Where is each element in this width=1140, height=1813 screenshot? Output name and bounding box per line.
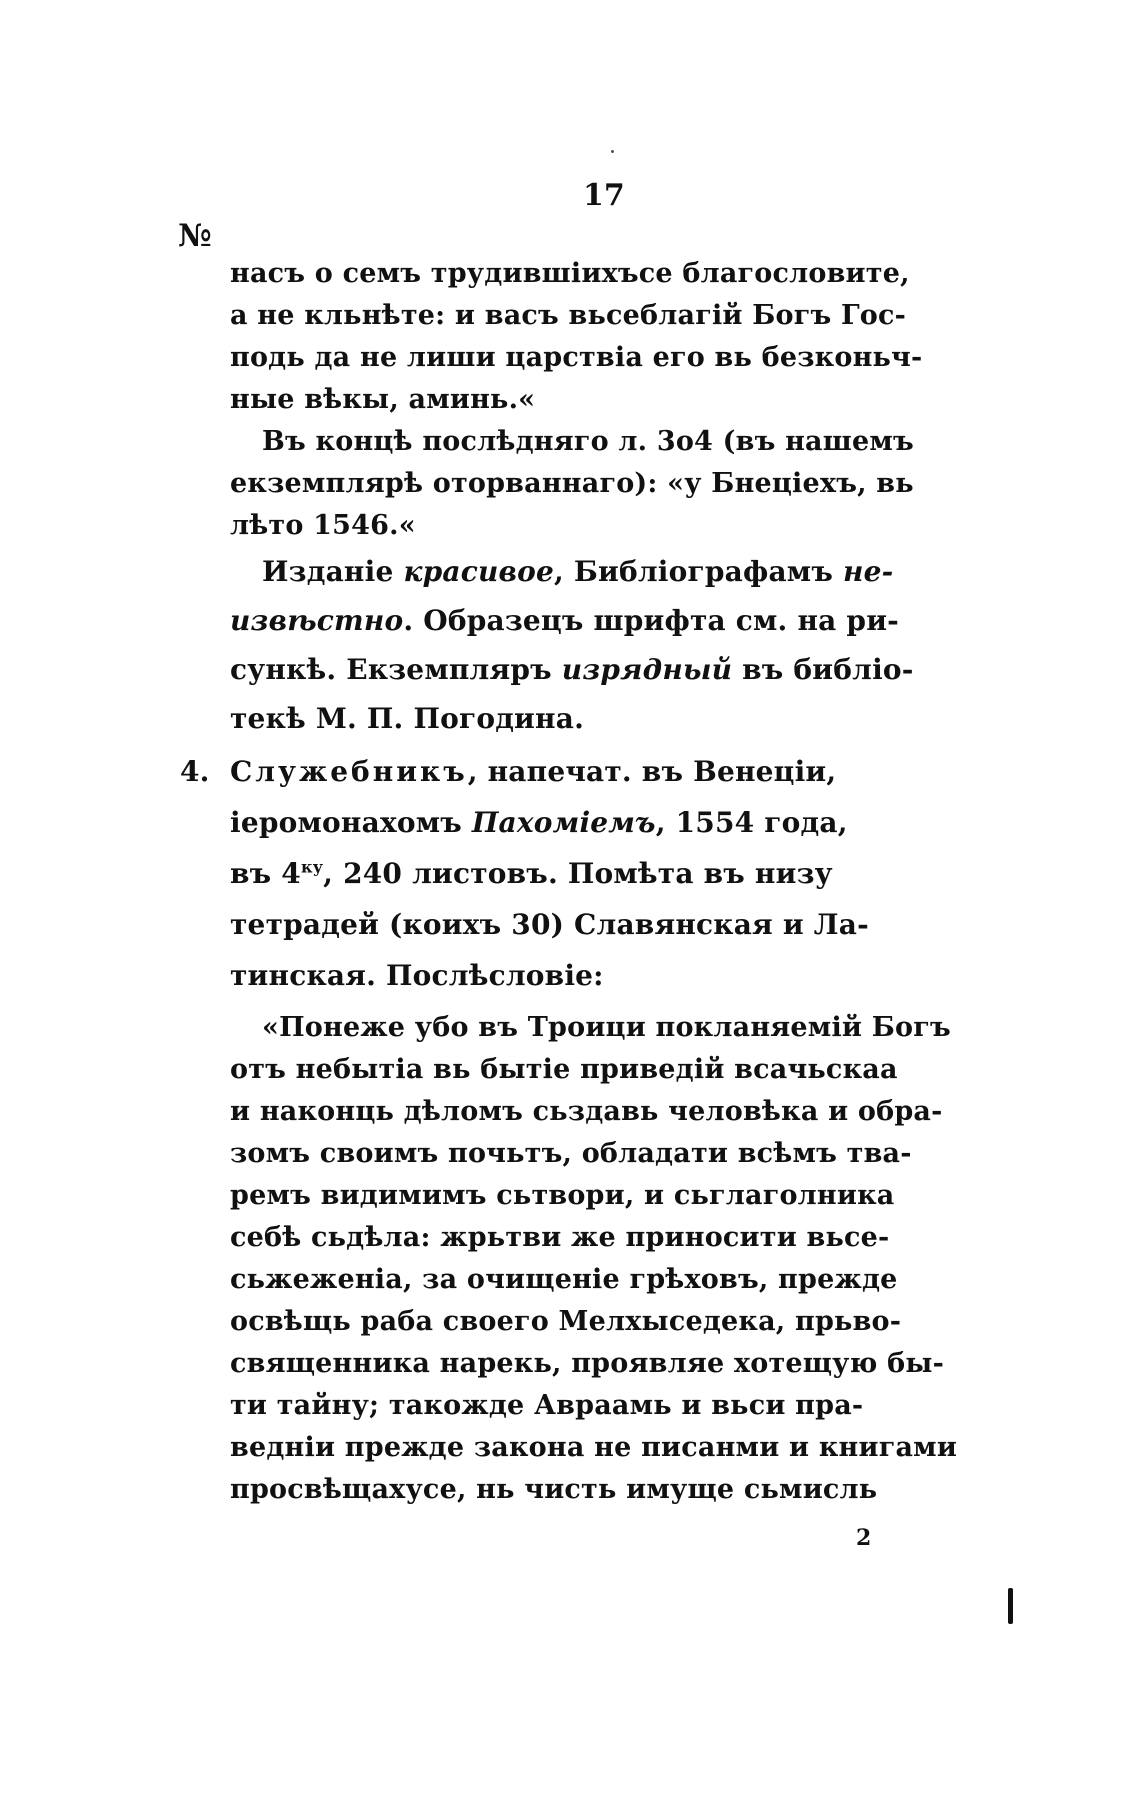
text-run: . Образецъ шрифта см. на ри- — [403, 604, 900, 637]
quote-line: и наконць дѣломъ сьздавь человѣка и обра- — [230, 1096, 943, 1127]
text-line: а не кльнѣте: и васъ вьсеблагiй Богъ Гос- — [230, 300, 907, 331]
text-line: Въ концѣ послѣдняго л. 3о4 (въ нашемъ — [262, 426, 914, 457]
description-line — [230, 653, 914, 686]
entry-line: тинская. Послѣсловiе: — [230, 959, 604, 992]
quote-line: себѣ сьдѣла: жрьтви же приносити вьсе- — [230, 1222, 890, 1253]
text-run: въ библiо- — [732, 653, 914, 686]
text-line: подь да не лиши царствiа его вь безконьч- — [230, 342, 923, 373]
entry-title-line — [230, 755, 836, 788]
entry-line: тетрадей (коихъ 30) Славянская и Ла- — [230, 908, 869, 941]
quote-line: сьжеженiа, за очищенiе грѣховъ, прежде — [230, 1264, 898, 1295]
margin-mark — [1008, 1588, 1013, 1624]
text-line: ные вѣкы, аминь.« — [230, 384, 536, 415]
quote-line: «Понеже убо въ Троици покланяемiй Богъ — [262, 1012, 951, 1043]
entry-title: Служебникъ — [230, 755, 468, 788]
quote-line: ремъ видимимъ сьтвори, и сьглаголника — [230, 1180, 895, 1211]
number-sign: № — [178, 218, 212, 254]
text-line: насъ о семъ трудившiихъсе благословите, — [230, 258, 910, 289]
quote-line: ти тайну; такожде Авраамь и вьси пра- — [230, 1390, 864, 1421]
description-line — [262, 555, 893, 588]
text-run: въ 4 — [230, 857, 301, 890]
description-line: текѣ М. П. Погодина. — [230, 702, 585, 735]
text-run: Изданiе — [262, 555, 404, 588]
page-number: 17 — [583, 178, 625, 213]
quote-line: священника нарекь, проявляе хотещую бы- — [230, 1348, 945, 1379]
description-line — [230, 604, 899, 637]
quote-line: зомъ своимъ почьтъ, обладати всѣмъ тва- — [230, 1138, 912, 1169]
quote-line: освѣщь раба своего Мелхыседека, прьво- — [230, 1306, 902, 1337]
italic-run: изрядный — [561, 653, 733, 686]
text-line: лѣто 1546.« — [230, 510, 416, 541]
italic-run: красивое — [403, 555, 554, 588]
text-run: , 1554 года, — [655, 806, 848, 839]
quote-line: просвѣщахусе, нь чисть имуще сьмисль — [230, 1474, 878, 1505]
superscript: ку — [300, 857, 324, 877]
quote-line: веднiи прежде закона не писанми и книгами — [230, 1432, 958, 1463]
italic-run: Пахомiемъ — [471, 806, 656, 839]
italic-run: не- — [842, 555, 894, 588]
print-speck — [611, 150, 614, 153]
entry-line — [230, 857, 833, 890]
text-run: сункѣ. Екземпляръ — [230, 653, 562, 686]
text-run: iеромонахомъ — [230, 806, 472, 839]
text-run: , 240 листовъ. Помѣта въ низу — [323, 857, 833, 890]
signature-mark: 2 — [856, 1525, 872, 1551]
italic-run: извѣстно — [230, 604, 404, 637]
text-run: , Библiографамъ — [554, 555, 843, 588]
text-line: екземплярѣ оторваннаго): «у Бнецiехъ, вь — [230, 468, 914, 499]
text-run: , напечат. въ Венецiи, — [467, 755, 837, 788]
quote-line: отъ небытiа вь бытiе приведiй всачьскаа — [230, 1054, 898, 1085]
entry-line — [230, 806, 848, 839]
entry-number: 4. — [180, 755, 210, 788]
